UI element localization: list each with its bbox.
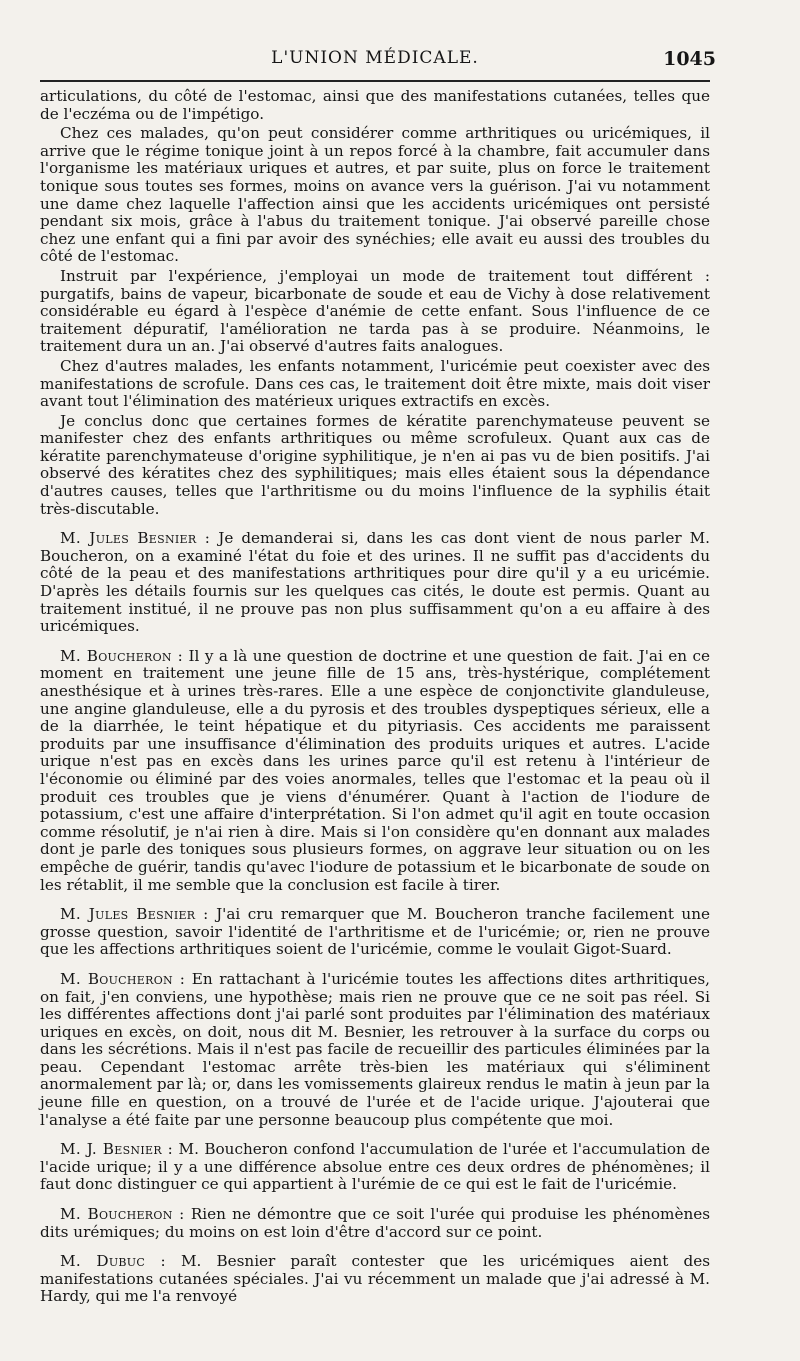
speech-paragraph — [40, 1253, 710, 1306]
speaker-name: M. J. Besnier : — [60, 1140, 174, 1159]
speech-text: Je demanderai si, dans les cas dont vient de nous parler M. Boucheron, on a examiné l'état du foie et des urines. Il ne suffit pas d'accidents du côté de la peau et des manifestations arthritiques pour dire qu'il y a eu uricémie. D'après les détails fournis sur les quelques cas cités, le doute est permis. Quant au traitement institué, il ne prouve pas non plus suffisamment qu'on a eu affaire à des uricémiques. — [40, 529, 710, 636]
speech-text: Il y a là une question de doctrine et une question de fait. J'ai en ce moment en traitement une jeune fille de 15 ans, très-hystérique, complétement anesthésique et à urines très-rares. Elle a une espèce de conjonctivite glanduleuse, une angine glanduleuse, elle a du pyrosis et des troubles dyspeptiques sérieux, elle a de la diarrhée, le teint hépatique et du pityriasis. Ces accidents me paraissent produits par une insuffisance d'élimination des produits uriques et autres. L'acide urique n'est pas en excès dans les urines parce qu'il est retenu à l'intérieur de l'économie ou éliminé par des voies anormales, telles que l'estomac et la peau où il produit ces troubles que je viens d'énumérer. Quant à l'action de l'iodure de potassium, c'est une affaire d'interprétation. Si l'on admet qu'il agit en toute occasion comme résolutif, je n'ai rien à dire. Mais si l'on considère qu'en donnant aux malades dont je parle des toniques sous plusieurs formes, on aggrave leur situation ou on les empêche de guérir, tandis qu'avec l'iodure de potassium et le bicarbonate de soude on les rétablit, il me semble que la conclusion est facile à tirer. — [40, 646, 711, 894]
page-number: 1045 — [663, 48, 716, 70]
paragraph — [40, 88, 710, 123]
speech-paragraph — [40, 971, 710, 1129]
paragraph — [40, 125, 710, 266]
paragraph-text: articulations, du côté de l'estomac, ainsi que des manifestations cutanées, telles que de l'eczéma ou de l'impétigo. — [40, 87, 710, 123]
header-rule — [40, 80, 710, 82]
speech-text: M. Besnier paraît contester que les uricémiques aient des manifestations cutanées spéciales. J'ai vu récemment un malade que j'ai adressé à M. Hardy, qui me l'a renvoyé — [40, 1252, 711, 1306]
paragraph-text: Chez ces malades, qu'on peut considérer comme arthritiques ou uricémiques, il arrive que le régime tonique joint à un repos forcé à la chambre, fait accumuler dans l'organisme les matériaux uriques et autres, et par suite, plus on force le traitement tonique sous toutes ses formes, moins on avance vers la guérison. J'ai vu notamment une dame chez laquelle l'affection ainsi que les accidents uricémiques ont persisté pendant six mois, grâce à l'abus du traitement tonique. J'ai observé pareille chose chez une enfant qui a fini par avoir des synéchies; elle avait eu aussi des troubles du côté de l'estomac. — [40, 124, 710, 266]
speech-paragraph — [40, 648, 710, 894]
paragraph-text: Instruit par l'expérience, j'employai un mode de traitement tout différent : purgatifs, bains de vapeur, bicarbonate de soude et eau de Vichy à dose relativement considérable eu égard à l'espèce d'anémie de cette enfant. Sous l'influence de ce traitement dépuratif, l'amélioration ne tarda pas à se produire. Néanmoins, le traitement dura un an. J'ai observé d'autres faits analogues. — [40, 266, 710, 356]
speech-text: M. Boucheron confond l'accumulation de l'urée et l'accumulation de l'acide urique; il y a une différence absolue entre ces deux ordres de phénomènes; il faut donc distinguer ce qui appartient à l'urémie de ce qui est le fait de l'uricémie. — [40, 1140, 710, 1194]
speaker-name: M. Dubuc : — [60, 1252, 166, 1271]
speech-text: J'ai cru remarquer que M. Boucheron tranche facilement une grosse question, savoir l'identité de l'arthritisme et de l'uricémie; or, rien ne prouve que les affections arthritiques soient de l'uricémie, comme le voulait Gigot-Suard. — [40, 905, 710, 959]
speech-paragraph — [40, 530, 710, 636]
paragraph-text: Chez d'autres malades, les enfants notamment, l'uricémie peut coexister avec des manifestations de scrofule. Dans ces cas, le traitement doit être mixte, mais doit viser avant tout l'élimination des matérieux uriques extractifs en excès. — [40, 356, 710, 411]
page-header — [38, 46, 716, 76]
paragraph — [40, 413, 710, 519]
speech-paragraph — [40, 1141, 710, 1194]
paragraph-text: Je conclus donc que certaines formes de kératite parenchymateuse peuvent se manifester chez des enfants arthritiques ou même scrofuleux. Quant aux cas de kératite parenchymateuse d'origine syphilitique, je n'en ai pas vu de bien positifs. J'ai observé des kératites chez des syphilitiques; mais elles étaient sous la dépendance d'autres causes, telles que l'arthritisme ou du moins l'influence de la syphilis était très-discutable. — [40, 411, 710, 518]
article-body — [40, 88, 710, 1308]
speaker-name: M. Boucheron : — [60, 646, 184, 665]
paragraph — [40, 268, 710, 356]
speech-text: En rattachant à l'uricémie toutes les affections dites arthritiques, on fait, j'en conviens, une hypothèse; mais rien ne prouve que ce ne soit pas réel. Si les différentes affections dont j'ai parlé sont produites par l'élimination des matériaux uriques en excès, on doit, nous dit M. Besnier, les retrouver à la surface du corps ou dans les sécrétions. Mais il n'est pas facile de recueillir des particules éliminées par la peau. Cependant l'estomac arrête très-bien les matériaux qui s'éliminent anormalement par là; or, dans les vomissements glaireux rendus le matin à jeun par la jeune fille en question, on a trouvé de l'urée et de l'acide urique. J'ajouterai que l'analyse a été faite par une personne beaucoup plus compétente que moi. — [40, 969, 711, 1129]
speaker-name: M. Jules Besnier : — [60, 529, 211, 548]
speech-paragraph — [40, 1206, 710, 1241]
paragraph — [40, 358, 710, 411]
speaker-name: M. Jules Besnier : — [60, 905, 209, 924]
speech-text: Rien ne démontre que ce soit l'urée qui produise les phénomènes dits urémiques; du moins on est loin d'être d'accord sur ce point. — [40, 1205, 711, 1241]
speech-paragraph — [40, 906, 710, 959]
running-title: L'UNION MÉDICALE. — [271, 48, 479, 68]
speaker-name: M. Boucheron : — [60, 1205, 185, 1224]
speaker-name: M. Boucheron : — [60, 969, 186, 988]
